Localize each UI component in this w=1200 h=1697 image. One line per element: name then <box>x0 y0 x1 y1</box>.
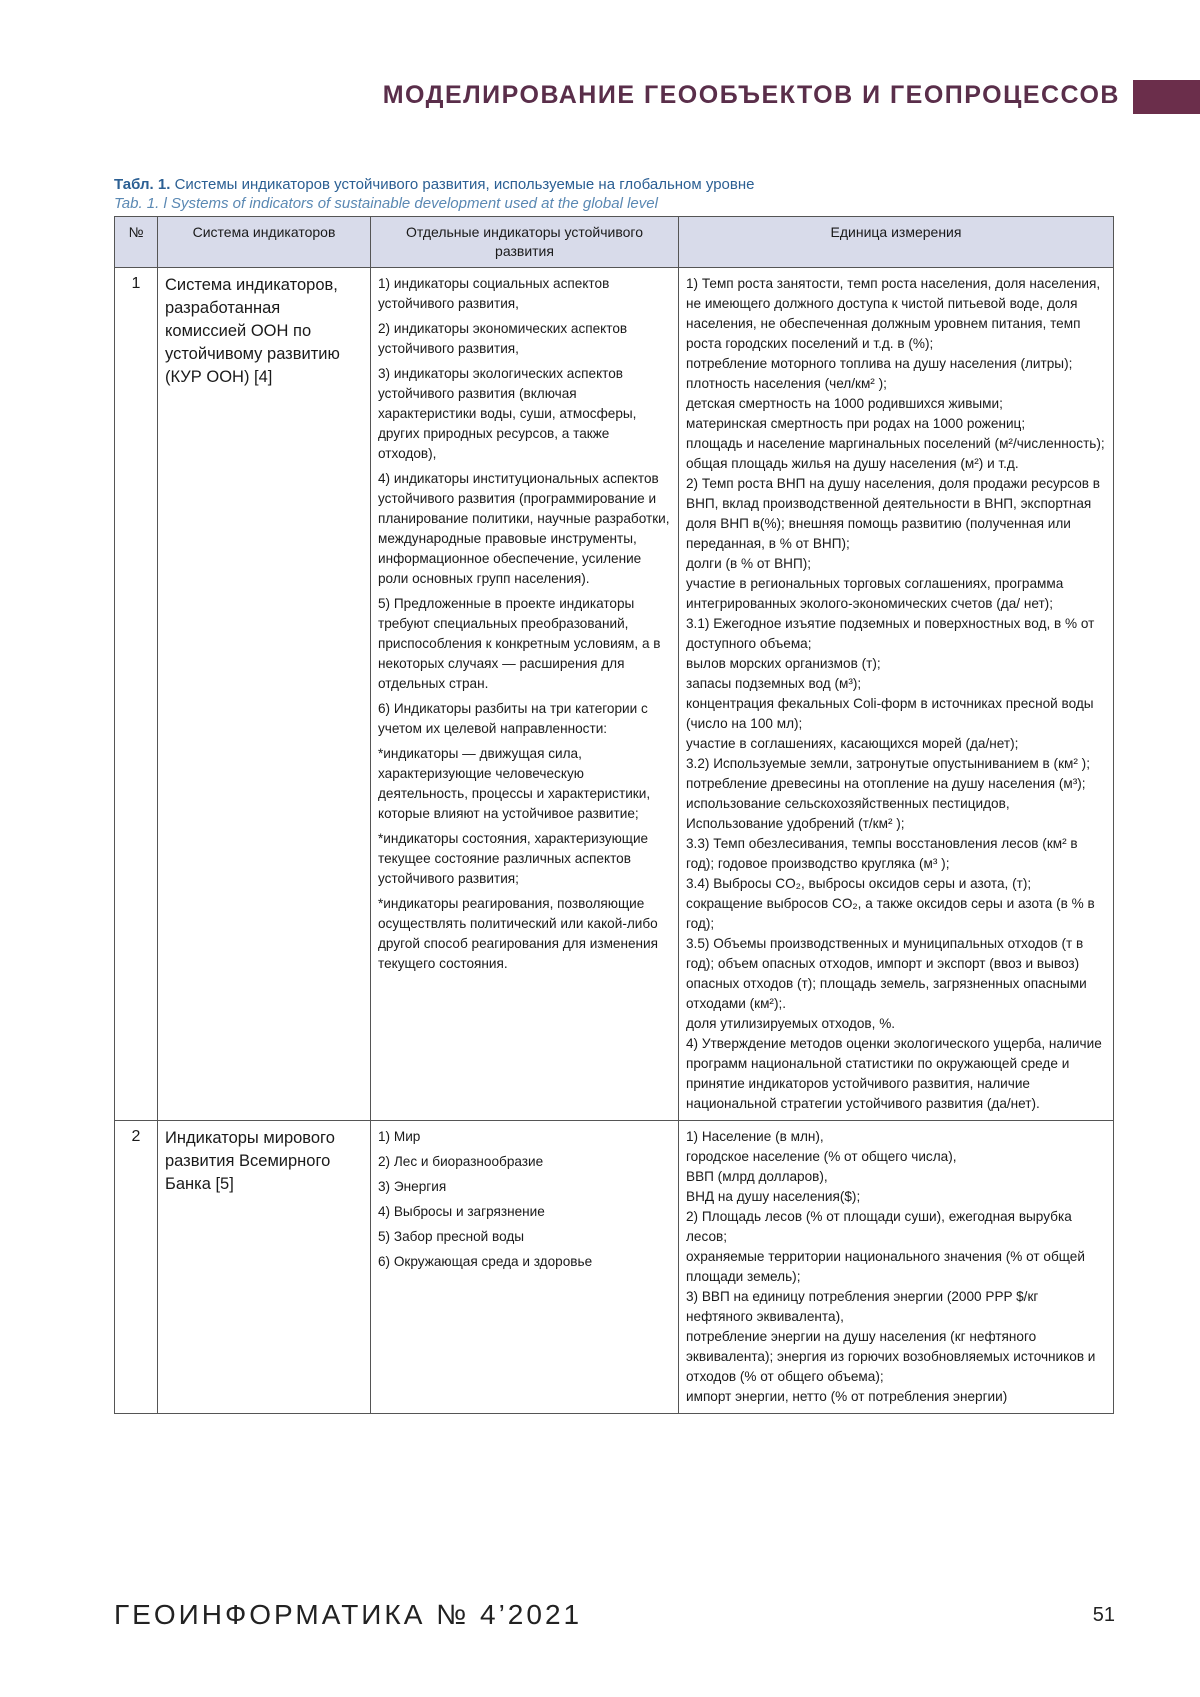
indicator-item: 6) Индикаторы разбиты на три категории с учетом их целевой направленности: <box>378 701 648 736</box>
indicator-item: *индикаторы состояния, характеризующие текущее состояние различных аспектов устойчивого развития; <box>378 831 649 886</box>
caption-en: Tab. 1. l Systems of indicators of sustainable development used at the global level <box>114 195 658 212</box>
row-number: 2 <box>115 1121 158 1414</box>
unit-line: вылов морских организмов (т); <box>686 656 881 671</box>
indicator-item: 4) индикаторы институциональных аспектов устойчивого развития (программирование и планирование политики, научные разработки, международные правовые инструменты, информационное обеспечение, усиление роли основных групп населения). <box>378 471 670 586</box>
header-num: № <box>115 217 158 268</box>
units-cell <box>679 1121 1114 1414</box>
unit-line: 3.2) Используемые земли, затронутые опустыниванием в (км² ); <box>686 756 1090 771</box>
indicator-item: 3) индикаторы экологических аспектов устойчивого развития (включая характеристики воды, суши, атмосферы, других природных ресурсов, а также отходов), <box>378 366 637 461</box>
unit-line: использование сельскохозяйственных пестицидов, <box>686 796 1010 811</box>
unit-line: потребление древесины на отопление на душу населения (м³); <box>686 776 1086 791</box>
indicator-item: 1) индикаторы социальных аспектов устойчивого развития, <box>378 276 610 311</box>
unit-line: плотность населения (чел/км² ); <box>686 376 887 391</box>
indicator-item: 2) Лес и биоразнообразие <box>378 1154 544 1169</box>
system-name: Система индикаторов, разработанная комиссией ООН по устойчивому развитию (КУР ООН) [4] <box>158 268 371 1121</box>
unit-line: потребление моторного топлива на душу населения (литры); <box>686 356 1073 371</box>
unit-line: концентрация фекальных Coli-форм в источниках пресной воды (число на 100 мл); <box>686 696 1094 731</box>
indicators-table <box>114 216 1114 1414</box>
indicators-cell <box>371 268 679 1121</box>
unit-line: охраняемые территории национального значения (% от общей площади земель); <box>686 1249 1085 1284</box>
table-header-row <box>115 217 1114 268</box>
row-number: 1 <box>115 268 158 1121</box>
header-indicators: Отдельные индикаторы устойчивого развития <box>371 217 679 268</box>
indicator-item: 6) Окружающая среда и здоровье <box>378 1254 593 1269</box>
indicator-item: 3) Энергия <box>378 1179 447 1194</box>
unit-line: 2) Темп роста ВНП на душу населения, доля продажи ресурсов в ВНП, вклад производственной деятельности в ВНП, экспортная доля ВНП в(%); внешняя помощь развитию (полученная или переданная, в % от ВНП); <box>686 476 1100 551</box>
unit-line: 3.4) Выбросы CO₂, выбросы оксидов серы и азота, (т); <box>686 876 1032 891</box>
unit-line: ВВП (млрд долларов), <box>686 1169 828 1184</box>
unit-line: запасы подземных вод (м³); <box>686 676 862 691</box>
unit-line: материнская смертность при родах на 1000 рожениц; <box>686 416 1026 431</box>
unit-line: детская смертность на 1000 родившихся живыми; <box>686 396 1003 411</box>
caption-ru-text: Системы индикаторов устойчивого развития, используемые на глобальном уровне <box>170 176 755 193</box>
unit-line: доля утилизируемых отходов, %. <box>686 1016 896 1031</box>
table-caption <box>114 175 1114 213</box>
unit-line: сокращение выбросов CO₂, а также оксидов серы и азота (в % в год); <box>686 896 1095 931</box>
caption-ru <box>114 175 1114 194</box>
unit-line: 2) Площадь лесов (% от площади суши), ежегодная вырубка лесов; <box>686 1209 1072 1244</box>
indicator-item: *индикаторы — движущая сила, характеризующие человеческую деятельность, процессы и характеристики, которые влияют на устойчивое развитие; <box>378 746 651 821</box>
unit-line: площадь и население маргинальных поселений (м²/численность); <box>686 436 1105 451</box>
unit-line: участие в региональных торговых соглашениях, программа интегрированных эколого-экономических счетов (да/ нет); <box>686 576 1064 611</box>
indicator-item: *индикаторы реагирования, позволяющие осуществлять политический или какой-либо другой способ реагирования для изменения текущего состояния. <box>378 896 658 971</box>
unit-line: 3.1) Ежегодное изъятие подземных и поверхностных вод, в % от доступного объема; <box>686 616 1095 651</box>
unit-line: 1) Население (в млн), <box>686 1129 824 1144</box>
header-system: Система индикаторов <box>158 217 371 268</box>
caption-ru-label: Табл. 1. <box>114 176 171 193</box>
unit-line: участие в соглашениях, касающихся морей (да/нет); <box>686 736 1019 751</box>
header-accent-bar <box>1133 80 1200 114</box>
running-header-title: МОДЕЛИРОВАНИЕ ГЕООБЪЕКТОВ И ГЕОПРОЦЕССОВ <box>382 81 1120 109</box>
unit-line: 3.3) Темп обезлесивания, темпы восстановления лесов (км² в год); годовое производство кругляка (м³ ); <box>686 836 1078 871</box>
indicator-item: 1) Мир <box>378 1129 421 1144</box>
unit-line: ВНД на душу населения($); <box>686 1189 861 1204</box>
unit-line: 3) ВВП на единицу потребления энергии (2000 PPP $/кг нефтяного эквивалента), <box>686 1289 1039 1324</box>
unit-line: городское население (% от общего числа), <box>686 1149 957 1164</box>
system-name: Индикаторы мирового развития Всемирного Банка [5] <box>158 1121 371 1414</box>
unit-line: долги (в % от ВНП); <box>686 556 812 571</box>
unit-line: Использование удобрений (т/км² ); <box>686 816 905 831</box>
table-row <box>115 1121 1114 1414</box>
table-row <box>115 268 1114 1121</box>
unit-line: общая площадь жилья на душу населения (м²) и т.д. <box>686 456 1019 471</box>
indicators-cell <box>371 1121 679 1414</box>
unit-line: 4) Утверждение методов оценки экологического ущерба, наличие программ национальной статистики по окружающей среде и принятие индикаторов устойчивого развития, наличие национальной стратегии устойчивого развития (да/нет). <box>686 1036 1102 1111</box>
units-cell <box>679 268 1114 1121</box>
unit-line: импорт энергии, нетто (% от потребления энергии) <box>686 1389 1008 1404</box>
unit-line: 3.5) Объемы производственных и муниципальных отходов (т в год); объем опасных отходов, импорт и экспорт (ввоз и вывоз) опасных отходов (т); площадь земель, загрязненных опасными отходами (км²);. <box>686 936 1087 1011</box>
header-units: Единица измерения <box>679 217 1114 268</box>
unit-line: 1) Темп роста занятости, темп роста населения, доля населения, не имеющего должного доступа к чистой питьевой воде, доля населения, не обеспеченная должным уровнем питания, темп роста городских поселений и т.д. в (%); <box>686 276 1101 351</box>
indicator-item: 2) индикаторы экономических аспектов устойчивого развития, <box>378 321 628 356</box>
journal-name: ГЕОИНФОРМАТИКА № 4’2021 <box>114 1599 583 1630</box>
unit-line: потребление энергии на душу населения (кг нефтяного эквивалента); энергия из горючих возобновляемых источников и отходов (% от общего объема); <box>686 1329 1096 1384</box>
page-number: 51 <box>1092 1604 1115 1626</box>
indicator-item: 4) Выбросы и загрязнение <box>378 1204 545 1219</box>
indicator-item: 5) Забор пресной воды <box>378 1229 525 1244</box>
indicator-item: 5) Предложенные в проекте индикаторы требуют специальных преобразований, приспособления к конкретным условиям, а в некоторых случаях — расширения для отдельных стран. <box>378 596 661 691</box>
